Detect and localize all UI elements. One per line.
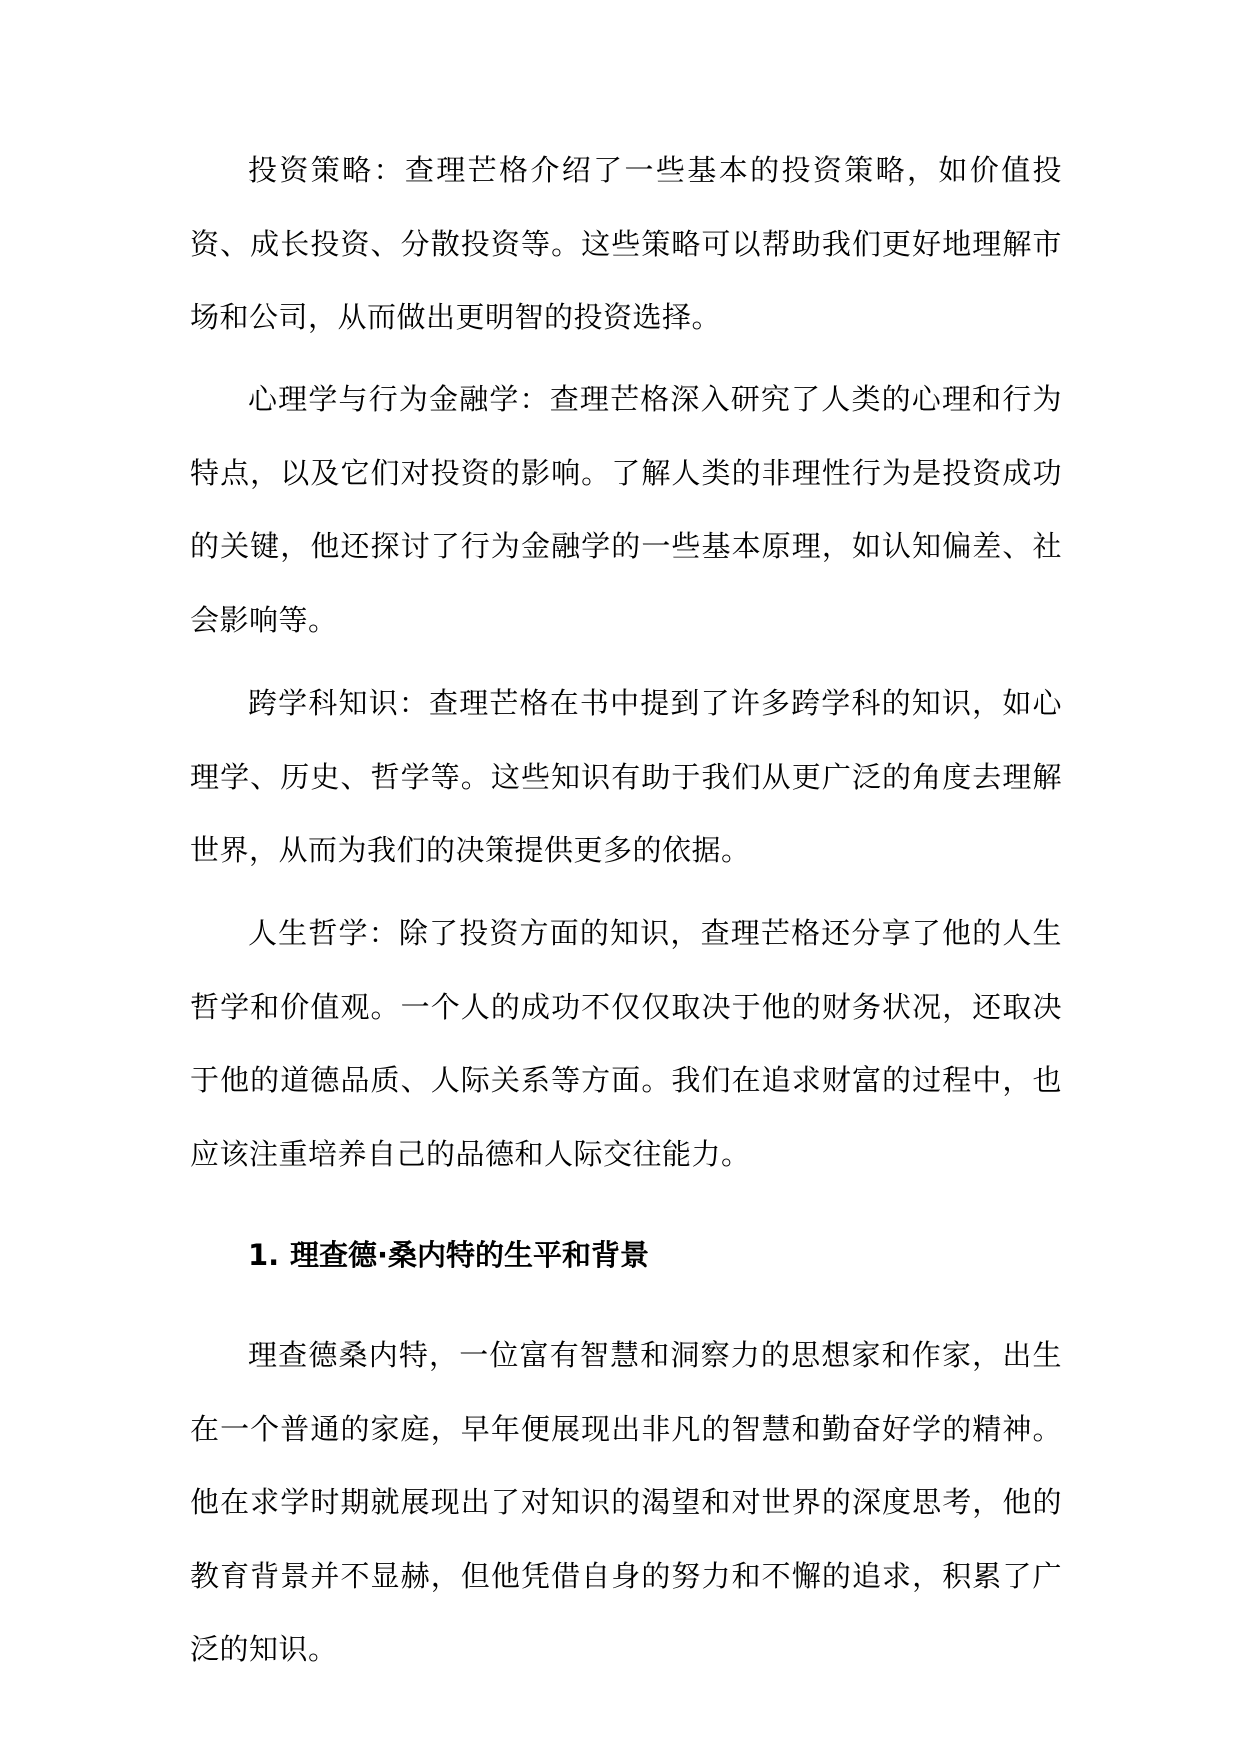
section-heading bbox=[248, 1235, 649, 1275]
section-title: 理查德·桑内特的生平和背景 bbox=[290, 1238, 650, 1272]
section-number: 1. bbox=[248, 1238, 280, 1272]
paragraph-biography: 理查德桑内特，一位富有智慧和洞察力的思想家和作家，出生在一个普通的家庭，早年便展现出非凡的智慧和勤奋好学的精神。他在求学时期就展现出了对知识的渴望和对世界的深度思考，他的教育背景并不显赫，但他凭借自身的努力和不懈的追求，积累了广泛的知识。 bbox=[190, 1338, 1062, 1666]
paragraph-interdisciplinary-knowledge: 跨学科知识：查理芒格在书中提到了许多跨学科的知识，如心理学、历史、哲学等。这些知识有助于我们从更广泛的角度去理解世界，从而为我们的决策提供更多的依据。 bbox=[190, 686, 1062, 867]
paragraph-investment-strategy: 投资策略：查理芒格介绍了一些基本的投资策略，如价值投资、成长投资、分散投资等。这些策略可以帮助我们更好地理解市场和公司，从而做出更明智的投资选择。 bbox=[190, 153, 1062, 334]
paragraph-life-philosophy: 人生哲学：除了投资方面的知识，查理芒格还分享了他的人生哲学和价值观。一个人的成功不仅仅取决于他的财务状况，还取决于他的道德品质、人际关系等方面。我们在追求财富的过程中，也应该注重培养自己的品德和人际交往能力。 bbox=[190, 916, 1062, 1171]
paragraph-behavioral-finance: 心理学与行为金融学：查理芒格深入研究了人类的心理和行为特点，以及它们对投资的影响。了解人类的非理性行为是投资成功的关键，他还探讨了行为金融学的一些基本原理，如认知偏差、社会影响等。 bbox=[190, 382, 1062, 637]
